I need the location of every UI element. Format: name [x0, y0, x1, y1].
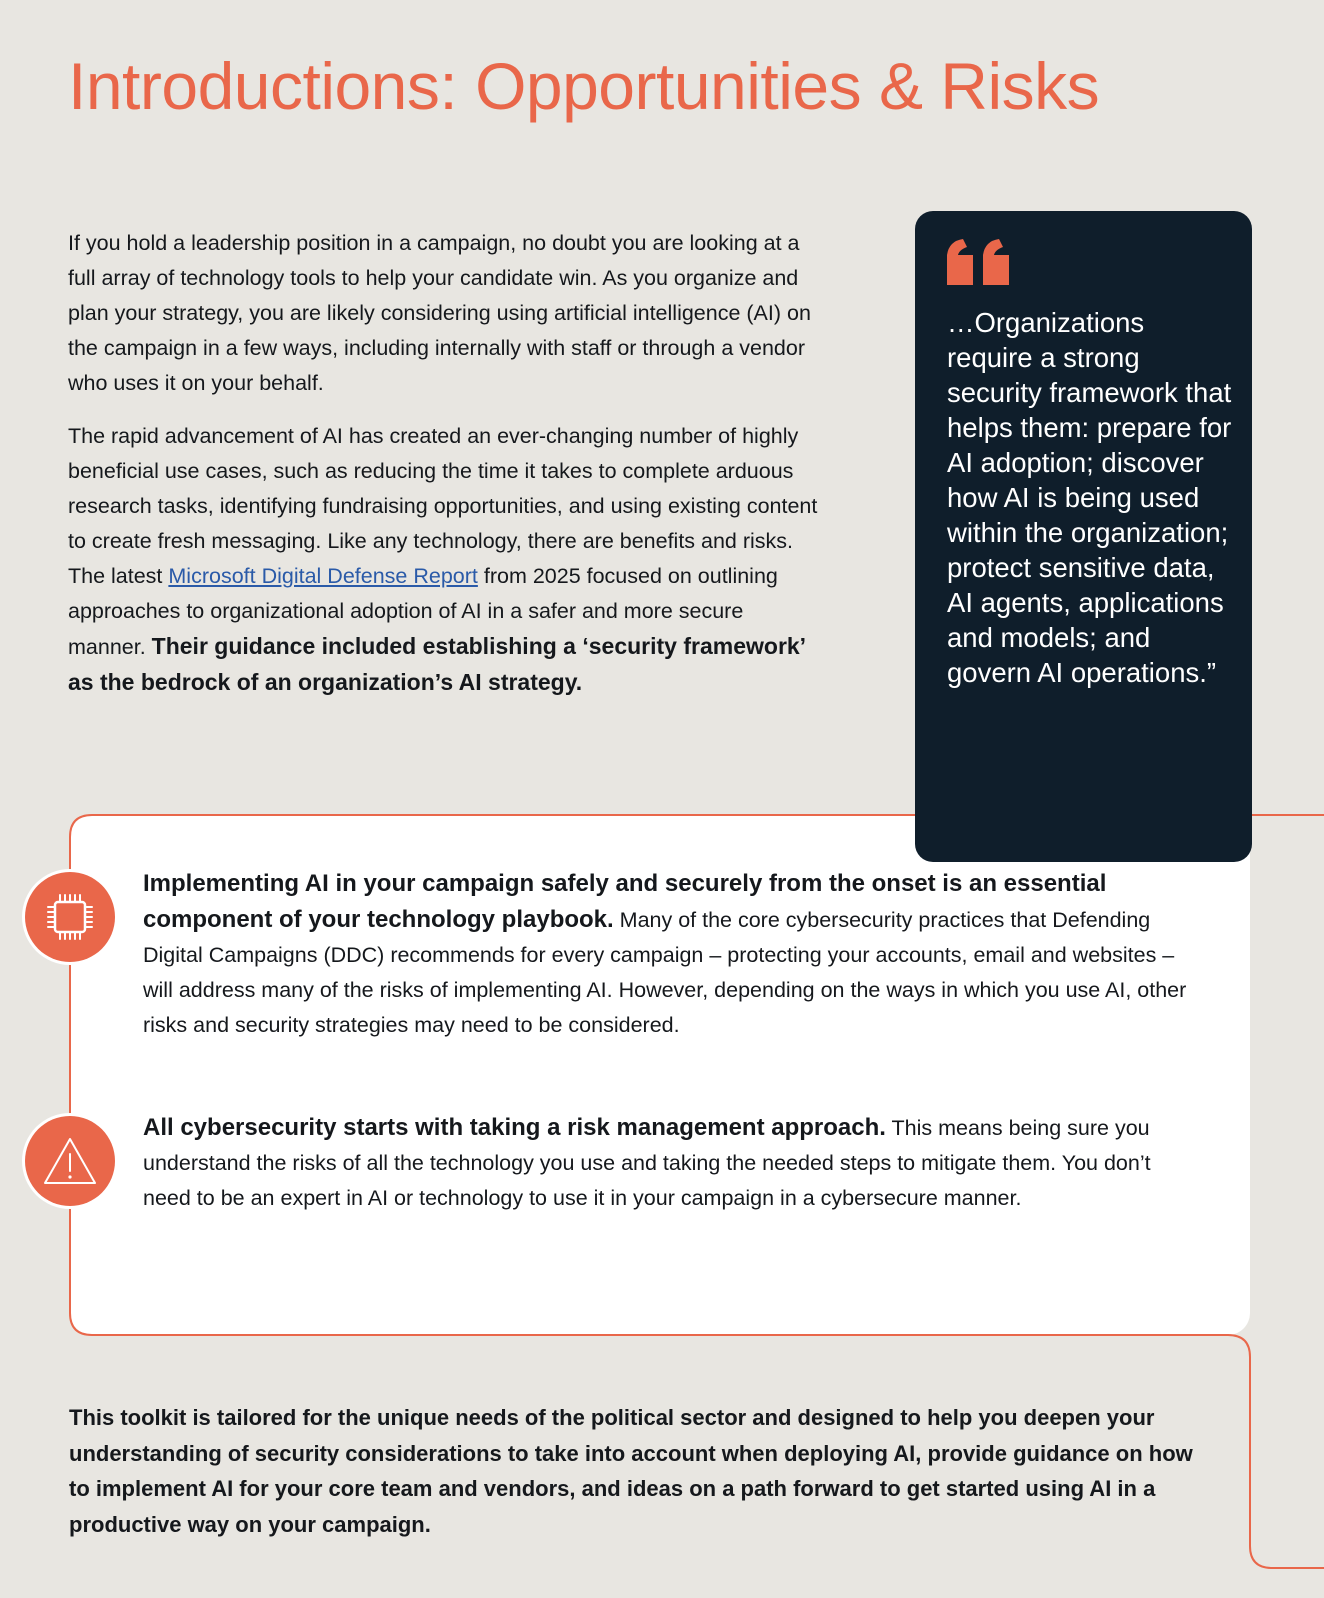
intro-paragraph-2-text: The rapid advancement of AI has created an ever-changing number of highly beneficial use cases, such as reducing the time it takes to complete arduous research tasks, identifying fundraising opportunities, and using existing content to create fresh messaging. Like any technology, there are benefits and risks. The latest: [68, 424, 818, 588]
page-title: Introductions: Opportunities & Risks: [68, 49, 1100, 123]
risk-management-text: This means being sure you understand the risks of all the technology you use and taking the needed steps to mitigate them. You don’t need to be an expert in AI or technology to use it in your campaign in a cybersecure manner.: [143, 1116, 1151, 1210]
microsoft-report-link[interactable]: Microsoft Digital Defense Report: [168, 564, 478, 588]
intro-paragraph-2-continued: from 2025 focused on outlining approaches to organizational adoption of AI in a safer and more secure manner.: [68, 564, 778, 659]
implementing-ai-heading: Implementing AI in your campaign safely and securely from the onset is an essential component of your technology playbook.: [143, 870, 1107, 933]
quote-text: …Organizations require a strong security framework that helps them: prepare for AI adoption; discover how AI is being used within the organization; protect sensitive data, AI agents, applications and models; and govern AI operations.”: [947, 307, 1232, 688]
quote-callout: [915, 211, 1252, 862]
implementing-ai-section: [143, 866, 1203, 1043]
risk-management-heading: All cybersecurity starts with taking a risk management approach.: [143, 1114, 886, 1141]
warning-icon: [42, 1136, 98, 1186]
chip-icon: [43, 890, 97, 944]
quotation-mark-icon: [947, 239, 1011, 287]
chip-icon-circle: [25, 872, 115, 962]
warning-icon-circle: [25, 1116, 115, 1206]
implementing-ai-text: Many of the core cybersecurity practices that Defending Digital Campaigns (DDC) recommends for every campaign – protecting your accounts, email and websites – will address many of the risks of implementing AI. However, depending on the ways in which you use AI, other risks and security strategies may need to be considered.: [143, 908, 1187, 1037]
risk-management-section: [143, 1110, 1203, 1216]
intro-paragraph-1: If you hold a leadership position in a campaign, no doubt you are looking at a full array of technology tools to help your candidate win. As you organize and plan your strategy, you are likely considering using artificial intelligence (AI) on the campaign in a few ways, including internally with staff or through a vendor who uses it on your behalf.: [68, 231, 811, 395]
closing-paragraph: This toolkit is tailored for the unique needs of the political sector and designed to help you deepen your understanding of security considerations to take into account when deploying AI, provide guidance on how to implement AI for your core team and vendors, and ideas on a path forward to get started using AI in a productive way on your campaign.: [69, 1405, 1193, 1537]
intro-paragraph-2-bold: Their guidance included establishing a ‘security framework’ as the bedrock of an organization’s AI strategy.: [68, 633, 805, 695]
